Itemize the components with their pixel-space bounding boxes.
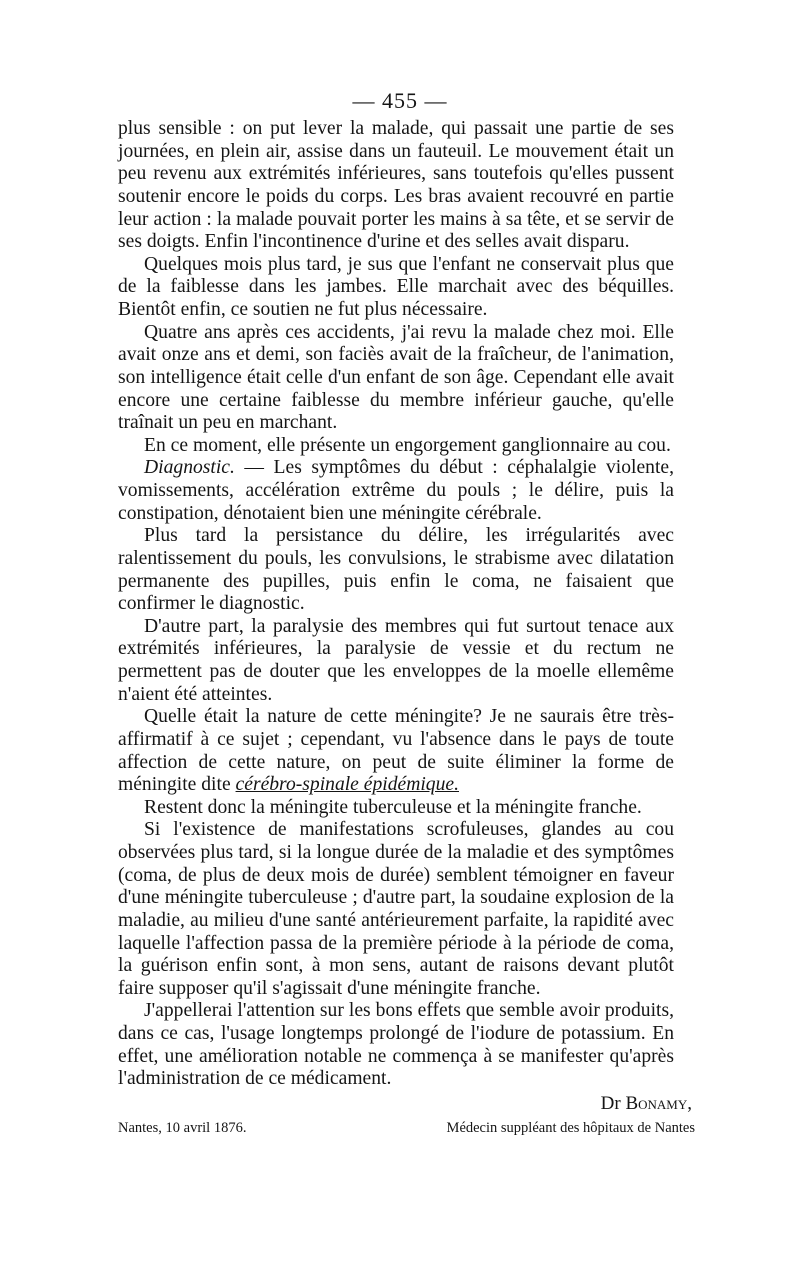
article-body xyxy=(118,118,674,1091)
meningite-form: cérébro-spinale épidémique. xyxy=(235,774,459,796)
author-name: Bonamy, xyxy=(625,1093,692,1114)
paragraph-4: En ce moment, elle présente un engorgement ganglionnaire au cou. xyxy=(144,434,671,456)
paragraph-11: J'appellerai l'attention sur les bons effets que semble avoir produits, dans ce cas, l'usage longtemps prolongé de l'iodure de potassium. En effet, une amélioration notable ne commença à se manifester qu'après l'administration de ce médicament. xyxy=(118,1000,674,1090)
author-signature xyxy=(0,1093,692,1115)
author-role: Médecin suppléant des hôpitaux de Nantes xyxy=(446,1120,695,1136)
diagnostic-text: — Les symptômes du début : céphalalgie violente, vomissements, accélération extrême du pouls ; le délire, puis la constipation, dénotaient bien une méningite cérébrale. xyxy=(118,457,674,524)
paragraph-7: D'autre part, la paralysie des membres qui fut surtout tenace aux extrémités inférieures, la paralysie de vessie et du rectum ne permettent pas de douter que les enveloppes de la moelle ellemême n'aient été atteintes. xyxy=(118,615,674,705)
paragraph-diagnostic xyxy=(118,457,674,525)
paragraph-1: plus sensible : on put lever la malade, qui passait une partie de ses journées, en plein air, assise dans un fauteuil. Le mouvement était un peu revenu aux extrémités inférieures, sans toutefois qu'elles pussent soutenir encore le poids du corps. Les bras avaient recouvré en partie leur action : la malade pouvait porter les mains à sa tête, et se servir de ses doigts. Enfin l'incontinence d'urine et des selles avait disparu. xyxy=(118,118,674,253)
page-number: — 455 — xyxy=(352,88,448,113)
paragraph-3: Quatre ans après ces accidents, j'ai revu la malade chez moi. Elle avait onze ans et demi, son faciès avait de la fraîcheur, de l'animation, son intelligence était celle d'un enfant de son âge. Cependant elle avait encore une certaine faiblesse du membre inférieur gauche, qu'elle traînait un peu en marchant. xyxy=(118,321,674,434)
paragraph-8 xyxy=(118,706,674,797)
paragraph-8-text: Quelle était la nature de cette méningite? Je ne saurais être très-affirmatif à ce sujet ; cependant, vu l'absence dans le pays de toute affection de cette nature, on peut de suite éliminer la forme de méningite dite xyxy=(118,706,674,796)
author-title: Dr xyxy=(600,1093,621,1114)
diagnostic-heading: Diagnostic. xyxy=(144,457,235,479)
place-date: Nantes, 10 avril 1876. xyxy=(118,1120,247,1136)
paragraph-6: Plus tard la persistance du délire, les irrégularités avec ralentissement du pouls, les convulsions, le strabisme avec dilatation permanente des pupilles, puis enfin le coma, ne faisaient que confirmer le diagnostic. xyxy=(118,525,674,615)
paragraph-9: Restent donc la méningite tuberculeuse et la méningite franche. xyxy=(144,796,642,818)
paragraph-10: Si l'existence de manifestations scrofuleuses, glandes au cou observées plus tard, si la longue durée de la maladie et des symptômes (coma, de plus de deux mois de durée) semblent témoigner en faveur d'une méningite tuberculeuse ; d'autre part, la soudaine explosion de la maladie, au milieu d'une santé antérieurement parfaite, la rapidité avec laquelle l'affection passa de la première période à la période de coma, la guérison enfin sont, à mon sens, autant de raisons devant plutôt faire supposer qu'il s'agissait d'une méningite franche. xyxy=(118,819,674,999)
paragraph-2: Quelques mois plus tard, je sus que l'enfant ne conservait plus que de la faiblesse dans les jambes. Elle marchait avec des béquilles. Bientôt enfin, ce soutien ne fut plus nécessaire. xyxy=(118,253,674,320)
